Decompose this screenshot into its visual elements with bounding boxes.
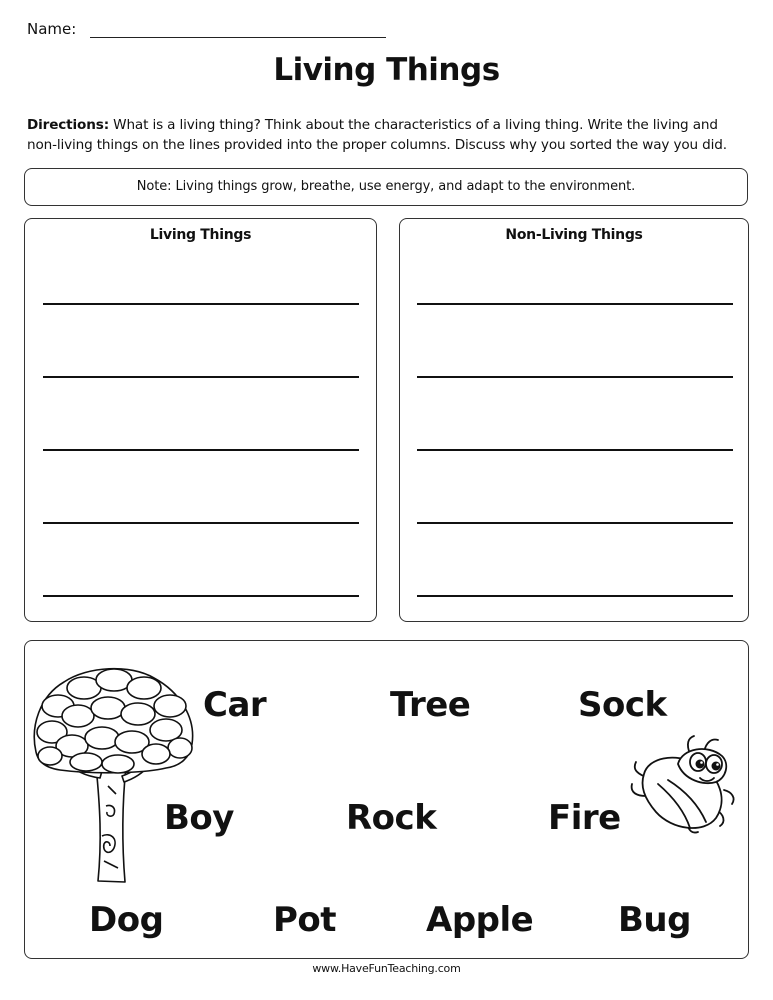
word-rock: Rock (346, 798, 437, 838)
word-pot: Pot (273, 900, 337, 940)
word-tree: Tree (390, 685, 471, 725)
living-answer-line-2[interactable] (43, 376, 359, 378)
non-living-things-column (399, 218, 749, 622)
directions (27, 115, 747, 155)
name-input-line[interactable] (90, 37, 386, 38)
footer-url[interactable]: www.HaveFunTeaching.com (312, 962, 461, 975)
name-label: Name: (27, 20, 77, 38)
living-answer-line-3[interactable] (43, 449, 359, 451)
non-living-answer-line-1[interactable] (417, 303, 733, 305)
page-title: Living Things (273, 52, 500, 88)
word-car: Car (203, 685, 267, 725)
non-living-answer-line-5[interactable] (417, 595, 733, 597)
word-sock: Sock (578, 685, 667, 725)
non-living-things-title: Non-Living Things (505, 227, 643, 243)
non-living-answer-line-4[interactable] (417, 522, 733, 524)
living-answer-line-1[interactable] (43, 303, 359, 305)
living-things-title: Living Things (149, 227, 252, 243)
living-answer-line-4[interactable] (43, 522, 359, 524)
living-answer-line-5[interactable] (43, 595, 359, 597)
word-bug: Bug (618, 900, 691, 940)
note-box: Note: Living things grow, breathe, use energy, and adapt to the environment. (24, 168, 748, 206)
tree-icon (30, 666, 200, 888)
word-boy: Boy (164, 798, 234, 838)
word-apple: Apple (426, 900, 534, 940)
living-things-column (24, 218, 377, 622)
non-living-answer-line-3[interactable] (417, 449, 733, 451)
directions-text: What is a living thing? Think about the characteristics of a living thing. Write the living and non-living things on the lines provided into the proper columns. Discuss why you sorted the way you did. (27, 117, 727, 153)
bug-icon (628, 734, 738, 836)
non-living-answer-line-2[interactable] (417, 376, 733, 378)
word-fire: Fire (548, 798, 621, 838)
word-dog: Dog (89, 900, 164, 940)
directions-label: Directions: (27, 117, 109, 133)
